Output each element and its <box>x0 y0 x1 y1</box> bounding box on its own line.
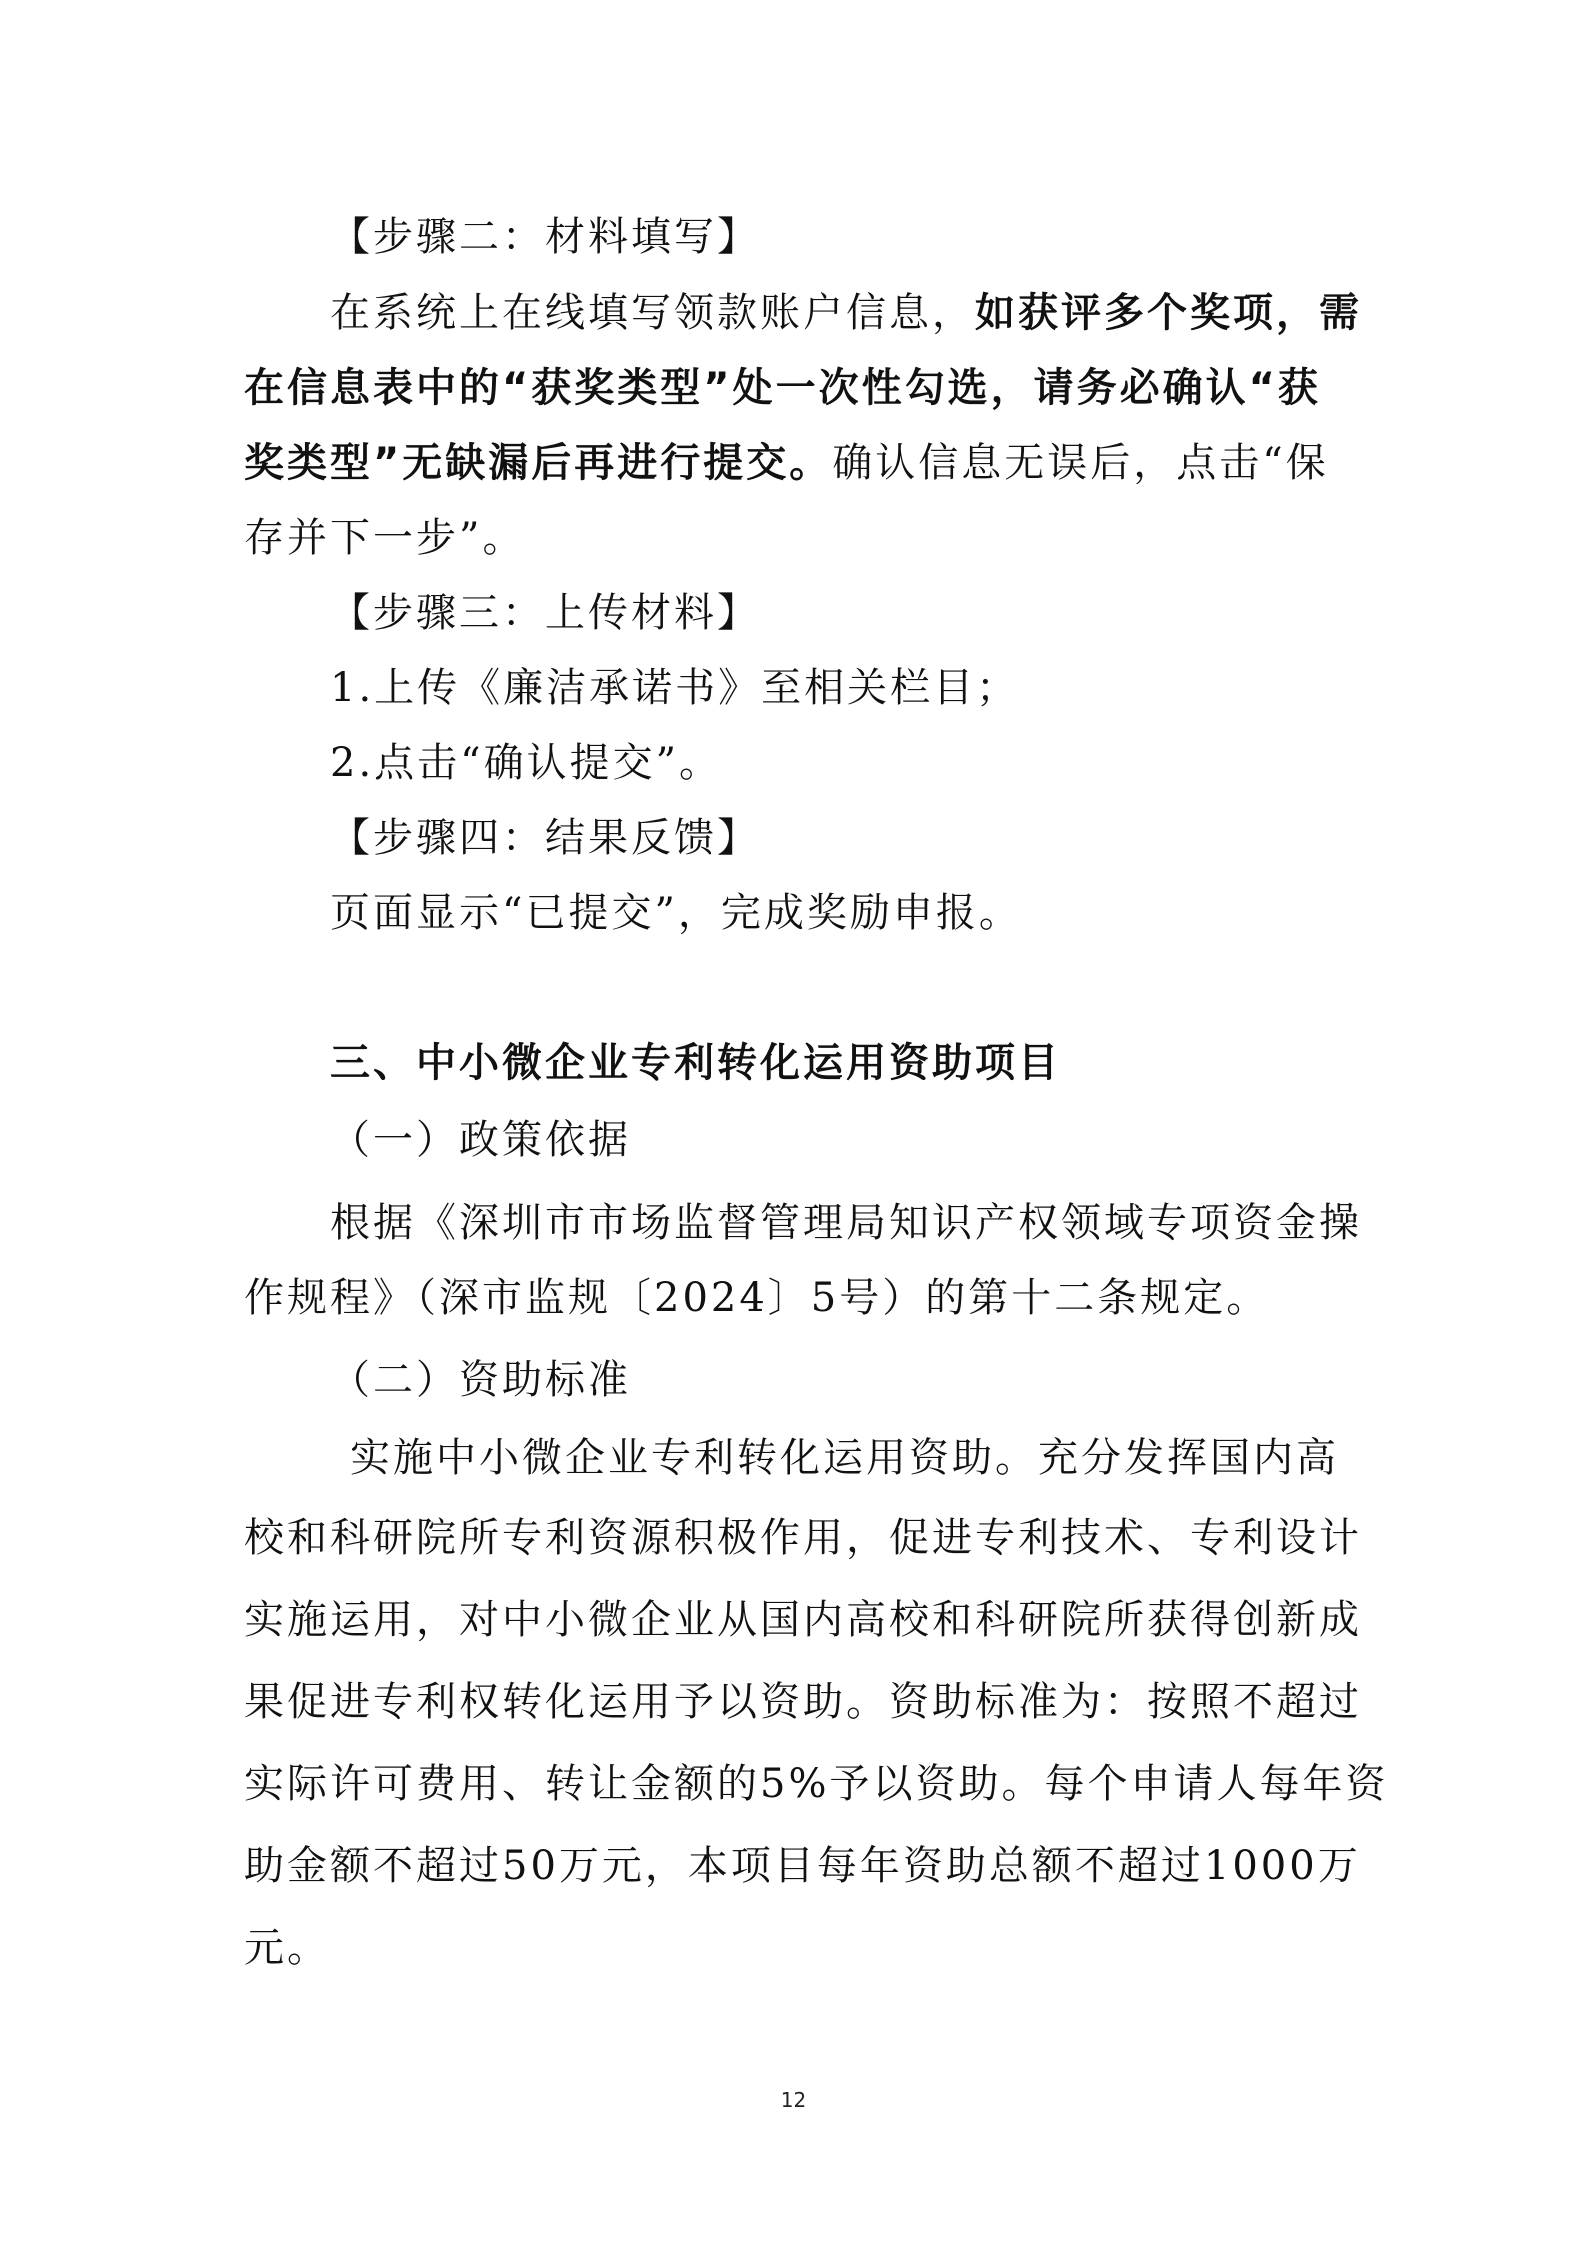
step2-line-2-bold: 在信息表中的“获奖类型”处一次性勾选，请务必确认“获 <box>244 365 1321 411</box>
step2-line-1 <box>330 283 1362 343</box>
step3-item-1: 1.上传《廉洁承诺书》至相关栏目； <box>330 665 1020 711</box>
step4-heading: 【步骤四：结果反馈】 <box>330 815 760 861</box>
subsection2-line-4: 果促进专利权转化运用予以资助。资助标准为：按照不超过 <box>244 1679 1362 1725</box>
step2-line-3-normal: 确认信息无误后，点击“保 <box>832 440 1329 486</box>
subsection2-line-1: 实施中小微企业专利转化运用资助。充分发挥国内高 <box>350 1435 1339 1481</box>
subsection1-line-2: 作规程》（深市监规〔2024〕5号）的第十二条规定。 <box>244 1275 1270 1321</box>
subsection2-line-6: 助金额不超过50万元，本项目每年资助总额不超过1000万 <box>244 1843 1361 1889</box>
step3-item-2: 2.点击“确认提交”。 <box>330 740 723 786</box>
step2-line-2 <box>244 358 1321 418</box>
subsection2-line-7: 元。 <box>244 1925 330 1971</box>
step2-line-1-normal: 在系统上在线填写领款账户信息， <box>330 290 975 336</box>
step2-line-3 <box>244 433 1329 493</box>
subsection1-line-1: 根据《深圳市市场监督管理局知识产权领域专项资金操 <box>330 1200 1362 1246</box>
step2-line-4-normal: 存并下一步”。 <box>244 515 526 561</box>
step3-heading: 【步骤三：上传材料】 <box>330 590 760 636</box>
step2-heading: 【步骤二：材料填写】 <box>330 214 760 260</box>
subsection2-heading: （二）资助标准 <box>330 1357 631 1403</box>
step2-line-4 <box>244 508 525 568</box>
subsection2-line-2: 校和科研院所专利资源积极作用，促进专利技术、专利设计 <box>244 1515 1362 1561</box>
subsection2-line-3: 实施运用，对中小微企业从国内高校和科研院所获得创新成 <box>244 1597 1362 1643</box>
subsection1-heading: （一）政策依据 <box>330 1117 631 1163</box>
step4-text: 页面显示“已提交”，完成奖励申报。 <box>330 890 1022 936</box>
section3-title: 三、中小微企业专利转化运用资助项目 <box>330 1040 1061 1086</box>
subsection2-line-5: 实际许可费用、转让金额的5%予以资助。每个申请人每年资 <box>244 1761 1389 1807</box>
step2-line-1-bold: 如获评多个奖项，需 <box>975 290 1362 336</box>
page-number: 12 <box>780 2088 807 2112</box>
step2-line-3-bold: 奖类型”无缺漏后再进行提交。 <box>244 440 833 486</box>
